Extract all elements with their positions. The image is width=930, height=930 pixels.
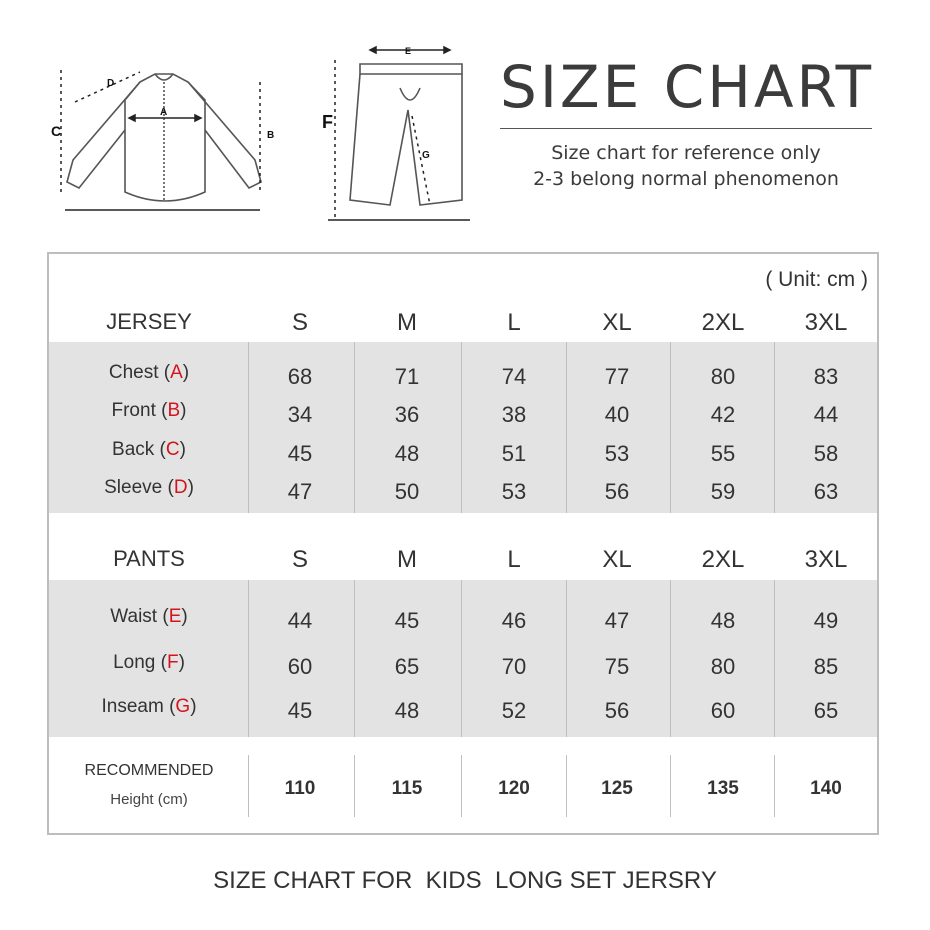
- jersey-cell: 36: [394, 402, 420, 427]
- pants-cell: 80: [710, 654, 736, 679]
- paren-open: (: [163, 696, 176, 717]
- column-divider: [670, 580, 671, 737]
- title-divider: [500, 128, 872, 129]
- measure-name: Sleeve: [104, 477, 163, 498]
- paren-open: (: [155, 652, 167, 673]
- jersey-cell: 56: [604, 479, 630, 504]
- jersey-label-b: B: [267, 130, 275, 141]
- pants-cell: 85: [813, 654, 839, 679]
- pants-cell: 45: [287, 698, 313, 723]
- jersey-label-a: A: [160, 107, 168, 118]
- column-divider: [354, 755, 355, 817]
- column-divider: [461, 580, 462, 737]
- jersey-size-header: 2XL: [701, 309, 745, 336]
- pants-size-header: 2XL: [701, 546, 745, 573]
- pants-cell: 45: [394, 608, 420, 633]
- jersey-size-header: L: [507, 309, 521, 336]
- pants-size-header: S: [291, 546, 308, 573]
- jersey-diagram: [45, 42, 305, 222]
- pants-cell: 65: [813, 698, 839, 723]
- pants-cell: 44: [287, 608, 313, 633]
- jersey-row-label: [49, 477, 249, 499]
- paren-close: ): [179, 439, 186, 460]
- pants-cell: 46: [501, 608, 527, 633]
- paren-close: ): [181, 606, 188, 627]
- subtitle-line-2: 2-3 belong normal phenomenon: [533, 168, 839, 190]
- measure-code: C: [165, 439, 180, 460]
- recommended-label: RECOMMENDED: [84, 762, 214, 779]
- measure-code: A: [170, 362, 183, 383]
- jersey-cell: 44: [813, 402, 839, 427]
- paren-close: ): [190, 696, 197, 717]
- jersey-header: JERSEY: [106, 309, 192, 334]
- paren-close: ): [182, 362, 190, 383]
- recommended-height-cell: 135: [707, 778, 739, 799]
- unit-label: ( Unit: cm ): [765, 268, 868, 291]
- column-divider: [774, 755, 775, 817]
- jersey-cell: 53: [604, 441, 630, 466]
- jersey-cell: 58: [813, 441, 839, 466]
- column-divider: [354, 342, 355, 513]
- pants-label-g: G: [422, 150, 430, 161]
- measure-code: G: [175, 696, 191, 717]
- measure-code: E: [168, 606, 182, 627]
- paren-close: ): [187, 477, 194, 498]
- jersey-cell: 77: [604, 364, 630, 389]
- paren-close: ): [178, 652, 185, 673]
- jersey-cell: 45: [287, 441, 313, 466]
- paren-open: (: [154, 439, 166, 460]
- pants-row-label: [49, 606, 249, 628]
- pants-cell: 48: [710, 608, 736, 633]
- measure-code: D: [173, 477, 188, 498]
- jersey-size-header: M: [397, 309, 417, 336]
- jersey-cell: 53: [501, 479, 527, 504]
- pants-label-e: E: [405, 46, 412, 56]
- pants-size-header: XL: [602, 546, 632, 573]
- column-divider: [774, 580, 775, 737]
- pants-cell: 48: [394, 698, 420, 723]
- pants-cell: 47: [604, 608, 630, 633]
- paren-close: ): [180, 400, 187, 421]
- jersey-cell: 68: [287, 364, 313, 389]
- column-divider: [670, 755, 671, 817]
- jersey-cell: 48: [394, 441, 420, 466]
- column-divider: [670, 342, 671, 513]
- pants-row-label: [49, 652, 249, 674]
- recommended-height-cell: 115: [391, 778, 423, 799]
- measure-name: Front: [111, 400, 156, 421]
- paren-open: (: [162, 477, 174, 498]
- size-table-frame: [47, 252, 879, 835]
- recommended-height-cell: 120: [498, 778, 530, 799]
- paren-open: (: [158, 362, 171, 383]
- recommended-height-cell: 110: [284, 778, 316, 799]
- pants-cell: 60: [287, 654, 313, 679]
- jersey-row-label: [49, 362, 249, 384]
- jersey-cell: 42: [710, 402, 736, 427]
- pants-cell: 65: [394, 654, 420, 679]
- pants-size-header: L: [507, 546, 521, 573]
- pants-cell: 75: [604, 654, 630, 679]
- measure-name: Back: [112, 439, 155, 460]
- pants-header: PANTS: [113, 546, 185, 571]
- jersey-size-header: S: [291, 309, 308, 336]
- column-divider: [461, 342, 462, 513]
- paren-open: (: [155, 400, 168, 421]
- measure-code: F: [166, 652, 179, 673]
- pants-cell: 49: [813, 608, 839, 633]
- measure-name: Chest: [108, 362, 159, 383]
- recommended-height-cell: 140: [810, 778, 842, 799]
- jersey-cell: 63: [813, 479, 839, 504]
- jersey-label-c: C: [51, 123, 62, 139]
- jersey-label-d: D: [107, 78, 115, 89]
- jersey-cell: 59: [710, 479, 736, 504]
- jersey-cell: 74: [501, 364, 527, 389]
- paren-open: (: [157, 606, 169, 627]
- jersey-cell: 38: [501, 402, 527, 427]
- jersey-cell: 71: [394, 364, 420, 389]
- jersey-cell: 51: [501, 441, 527, 466]
- jersey-size-header: 3XL: [804, 309, 848, 336]
- measure-name: Long: [113, 652, 156, 673]
- jersey-cell: 50: [394, 479, 420, 504]
- pants-size-header: 3XL: [804, 546, 848, 573]
- column-divider: [461, 755, 462, 817]
- measure-name: Waist: [110, 606, 158, 627]
- pants-cell: 60: [710, 698, 736, 723]
- measure-name: Inseam: [101, 696, 164, 717]
- pants-cell: 52: [501, 698, 527, 723]
- pants-label-f: F: [322, 112, 333, 132]
- pants-diagram: [320, 40, 480, 225]
- jersey-row-label: [49, 400, 249, 422]
- pants-row-label: [49, 696, 249, 718]
- pants-cell: 56: [604, 698, 630, 723]
- jersey-cell: 80: [710, 364, 736, 389]
- recommended-height-label: Height (cm): [110, 791, 188, 808]
- jersey-cell: 83: [813, 364, 839, 389]
- footer-caption: SIZE CHART FOR KIDS LONG SET JERSRY: [213, 867, 717, 894]
- page-title: SIZE CHART: [500, 53, 875, 121]
- jersey-cell: 47: [287, 479, 313, 504]
- pants-size-header: M: [397, 546, 417, 573]
- jersey-cell: 55: [710, 441, 736, 466]
- column-divider: [774, 342, 775, 513]
- measure-code: B: [167, 400, 181, 421]
- jersey-row-label: [49, 439, 249, 461]
- jersey-size-header: XL: [602, 309, 632, 336]
- recommended-height-cell: 125: [601, 778, 633, 799]
- subtitle-line-1: Size chart for reference only: [551, 142, 821, 164]
- pants-cell: 70: [501, 654, 527, 679]
- column-divider: [354, 580, 355, 737]
- jersey-cell: 34: [287, 402, 313, 427]
- jersey-cell: 40: [604, 402, 630, 427]
